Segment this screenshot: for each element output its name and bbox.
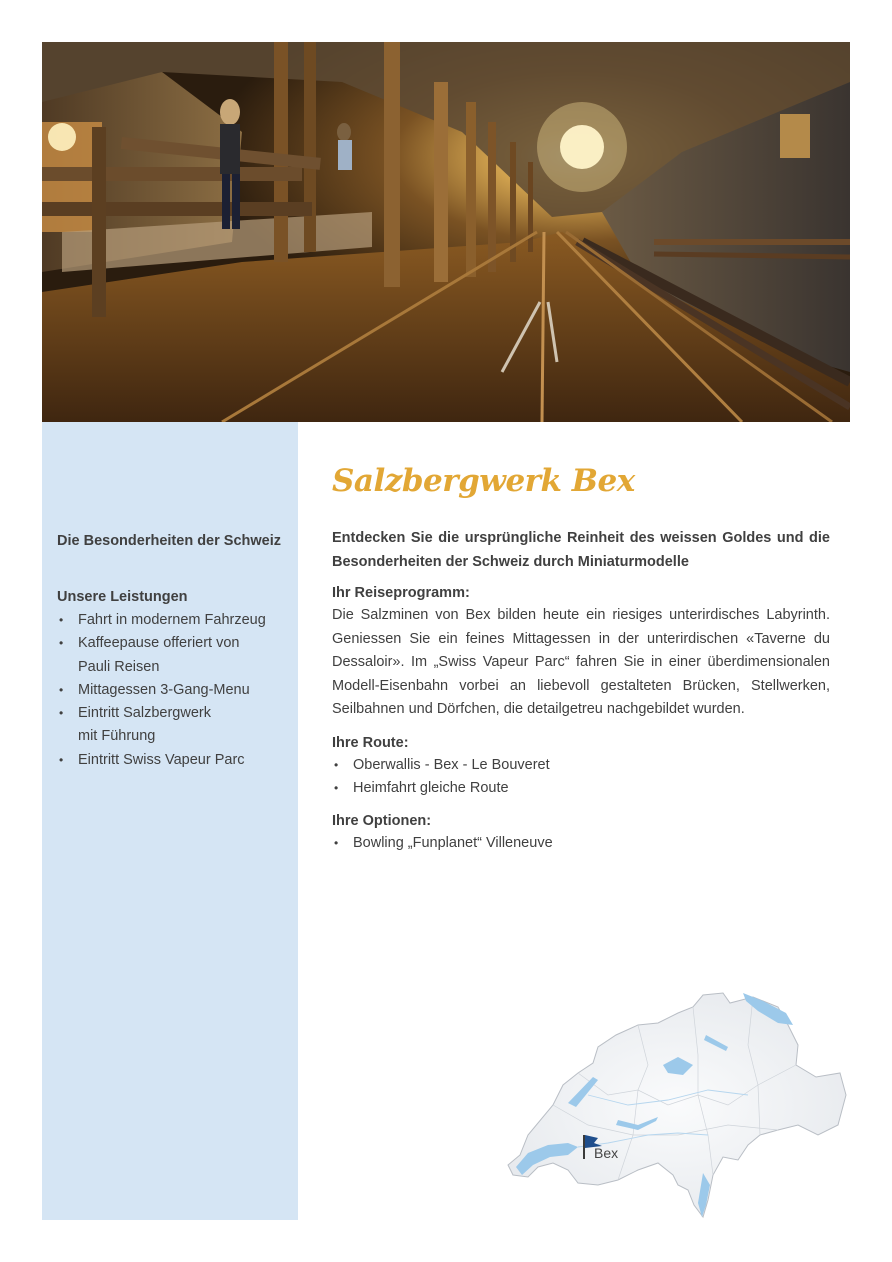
hero-photo [42,42,850,422]
service-label: Eintritt Salzbergwerk [78,705,211,722]
list-item [332,832,830,855]
service-label: Kaffeepause offeriert von [78,635,240,652]
services-section [57,587,293,772]
list-item [57,679,293,702]
route-item: Oberwallis - Bex - Le Bouveret [353,756,550,773]
program-section [332,582,830,722]
service-label: Mittagessen 3-Gang-Menu [78,681,250,698]
bullet-icon: • [334,757,339,772]
sidebar-title: Die Besonderheiten der Schweiz [57,533,282,549]
page-title: Salzbergwerk Bex [332,463,635,499]
bullet-icon: • [59,752,64,767]
list-item [332,777,830,800]
main-content [332,455,830,855]
salt-mine-tunnel-image [42,42,850,422]
services-list [57,609,293,772]
bullet-icon: • [59,613,64,627]
options-heading: Ihre Optionen: [332,813,432,830]
option-item: Bowling „Funplanet“ Villeneuve [353,835,553,852]
sidebar [42,422,298,1220]
program-heading: Ihr Reiseprogramm: [332,585,470,601]
program-text: Die Salzminen von Bex bilden heute ein riesiges unterirdisches Labyrinth. Geniessen Sie ein feines Mittagessen in der unterirdischen «Taverne du Dessaloir». Im „Swiss Vapeur Parc“ fahren Sie in einer überdimensionalen Modell-Eisenbahn vorbei an liebevoll gestalteten Brücken, Stellwerken, Seilbahnen und Dörfchen, die detailgetreu nachgebildet wurden. [332,607,830,717]
options-list [332,832,830,855]
route-heading: Ihre Route: [332,734,409,751]
options-section [332,810,830,855]
map-location-label: Bex [594,1145,619,1161]
switzerland-map [498,985,850,1220]
bullet-icon: • [59,706,64,721]
bullet-icon: • [334,836,339,851]
route-list [332,754,830,801]
service-label-continued: mit Führung [78,728,156,745]
service-label: Eintritt Swiss Vapeur Parc [78,751,245,768]
list-item [57,702,293,749]
bullet-icon: • [334,780,339,795]
list-item [57,632,293,679]
route-section [332,732,830,801]
service-label-continued: Pauli Reisen [78,658,160,675]
bullet-icon: • [59,682,64,697]
service-label: Fahrt in modernem Fahrzeug [78,612,266,628]
lead-paragraph: Entdecken Sie die ursprüngliche Reinheit des weissen Goldes und die Besonderheiten der Schweiz durch Miniaturmodelle [332,530,830,570]
list-item [332,754,830,777]
list-item [57,609,293,632]
bullet-icon: • [59,636,64,651]
list-item [57,749,293,772]
switzerland-outline [498,985,850,1220]
services-heading: Unsere Leistungen [57,589,188,605]
route-item: Heimfahrt gleiche Route [353,779,509,796]
